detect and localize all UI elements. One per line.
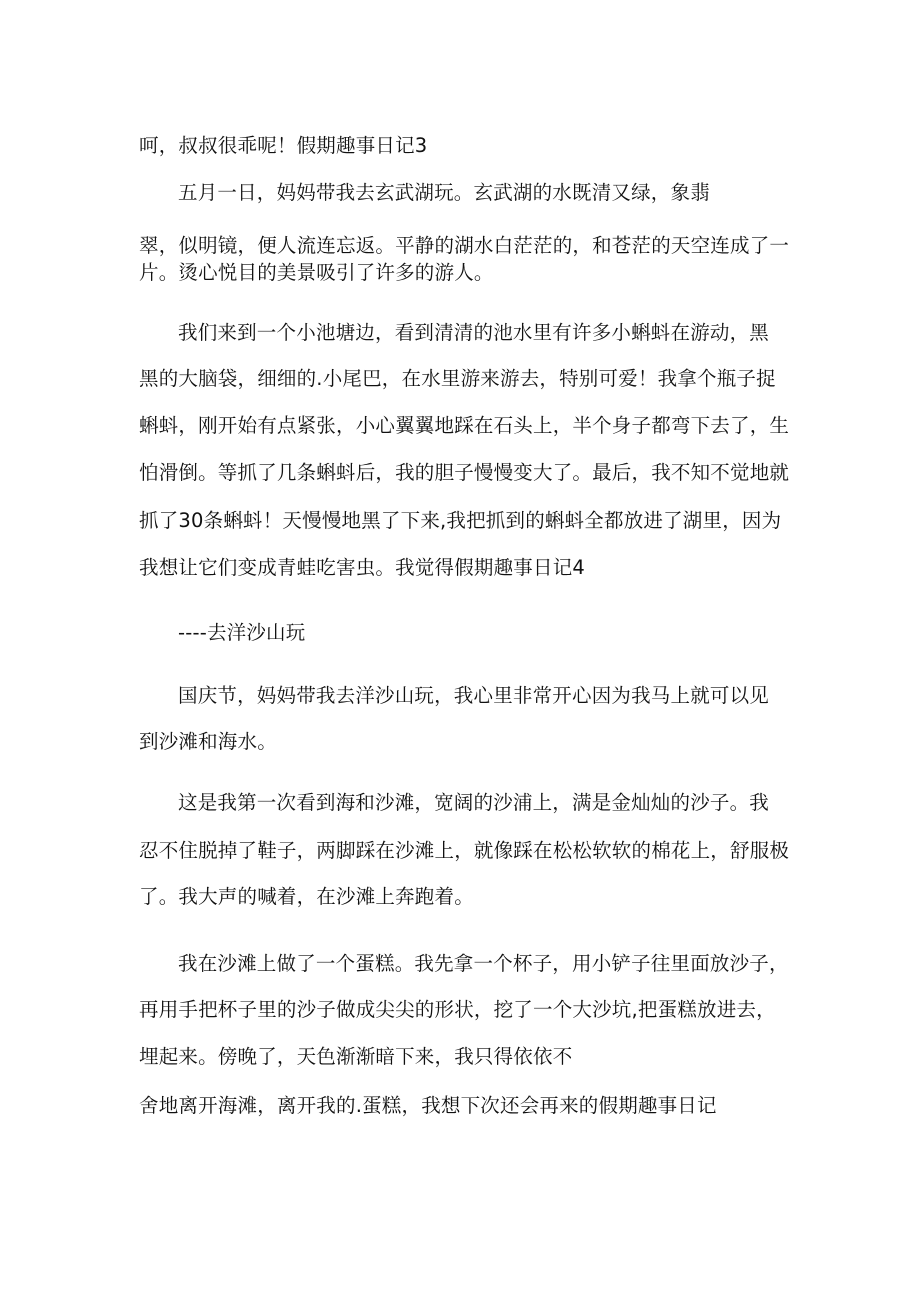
section-heading: ----去洋沙山玩: [178, 621, 306, 644]
text-line: 国庆节，妈妈带我去洋沙山玩，我心里非常开心因为我马上就可以见: [178, 684, 770, 707]
text-line: 五月一日，妈妈带我去玄武湖玩。玄武湖的水既清又绿，象翡: [178, 181, 710, 204]
text-line: 我们来到一个小池塘边，看到清清的池水里有许多小蝌蚪在游动，黑: [178, 321, 770, 344]
text-line: 我在沙滩上做了一个蛋糕。我先拿一个杯子，用小铲子往里面放沙子，: [178, 952, 789, 975]
text-line: 片。烫心悦目的美景吸引了许多的游人。: [139, 261, 494, 284]
text-line: 怕滑倒。等抓了几条蝌蚪后，我的胆子慢慢变大了。最后，我不知不觉地就: [139, 461, 790, 484]
text-line: 黑的大脑袋，细细的.小尾巴，在水里游来游去，特别可爱！我拿个瓶子捉: [139, 367, 776, 390]
text-line: 忍不住脱掉了鞋子，两脚踩在沙滩上，就像踩在松松软软的棉花上，舒服极: [139, 839, 790, 862]
text-line: 舍地离开海滩，离开我的.蛋糕，我想下次还会再来的假期趣事日记: [139, 1094, 717, 1117]
text-line: 蝌蚪，刚开始有点紧张，小心翼翼地踩在石头上，半个身子都弯下去了，生: [139, 414, 790, 437]
text-line: 再用手把杯子里的沙子做成尖尖的形状，挖了一个大沙坑,把蛋糕放进去，: [139, 998, 776, 1021]
text-line: 翠，似明镜，便人流连忘返。平静的湖水白茫茫的，和苍茫的天空连成了一: [139, 234, 790, 257]
text-line: 呵，叔叔很乖呢！假期趣事日记3: [139, 134, 428, 157]
text-line: 这是我第一次看到海和沙滩，宽阔的沙浦上，满是金灿灿的沙子。我: [178, 791, 770, 814]
text-line: 抓了30条蝌蚪！天慢慢地黑了下来,我把抓到的蝌蚪全都放进了湖里，因为: [139, 509, 782, 532]
text-line: 了。我大声的喊着，在沙滩上奔跑着。: [139, 885, 474, 908]
text-line: 我想让它们变成青蛙吃害虫。我觉得假期趣事日记4: [139, 556, 586, 579]
text-line: 到沙滩和海水。: [139, 730, 277, 753]
text-line: 埋起来。傍晚了，天色渐渐暗下来，我只得依依不: [139, 1045, 573, 1068]
